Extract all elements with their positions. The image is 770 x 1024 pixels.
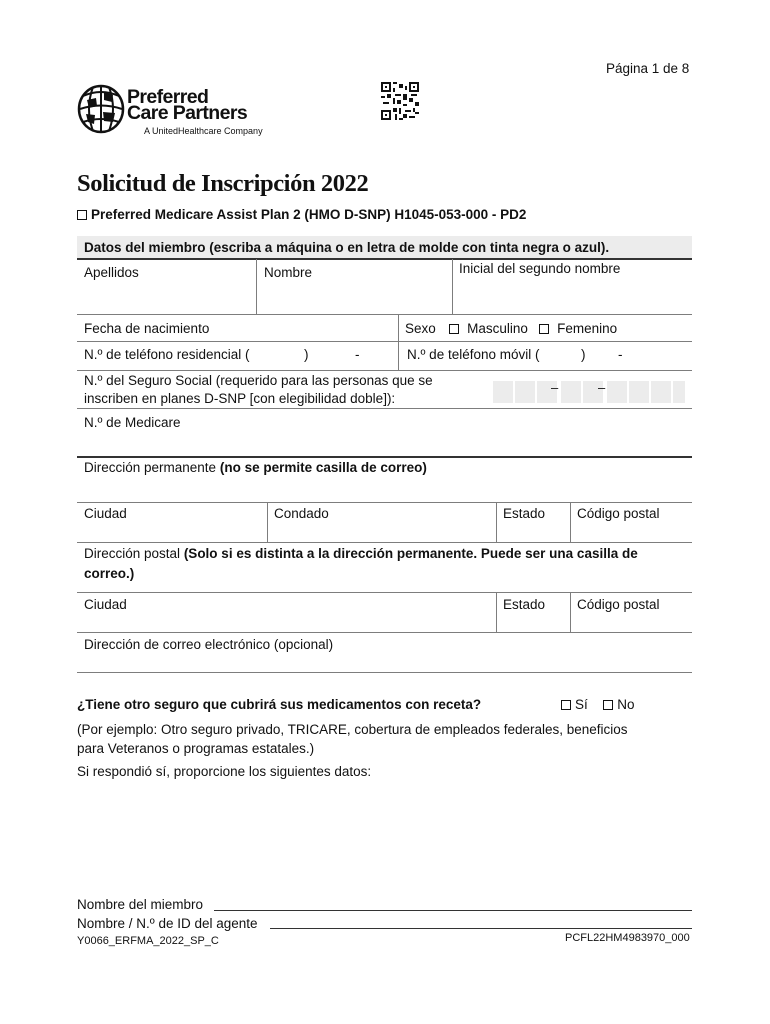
other-insurance-question: ¿Tiene otro seguro que cubrirá sus medicamentos con receta? [77,697,482,712]
email-label: Dirección de correo electrónico (opcional) [84,637,334,652]
page-number: Página 1 de 8 [606,61,690,76]
mobile-phone-paren: ) [581,347,586,362]
divider [77,632,692,633]
divider [77,456,692,458]
other-insurance-example-line1: (Por ejemplo: Otro seguro privado, TRICARE, cobertura de empleados federales, beneficios [77,722,628,737]
ssn-label-line2: inscriben en planes D-SNP [con elegibilidad doble]): [84,391,396,406]
birth-date-label: Fecha de nacimiento [84,321,210,336]
ssn-dash: – [551,380,559,395]
mailing-address-text: Dirección postal [84,546,181,561]
globe-icon [77,82,125,134]
logo-line2: Care Partners [127,102,248,124]
zip-label: Código postal [577,506,660,521]
last-name-field[interactable] [78,282,254,312]
no-checkbox[interactable] [603,700,613,710]
agent-id-line[interactable] [270,928,692,929]
divider [77,258,692,260]
female-checkbox[interactable] [539,324,549,334]
permanent-address-field[interactable] [78,478,690,500]
divider [267,503,268,542]
ssn-digit-box[interactable] [651,381,671,403]
form-code-left: Y0066_ERFMA_2022_SP_C [77,935,219,947]
ssn-digit-box[interactable] [607,381,627,403]
mailing-address-note: (Solo si es distinta a la dirección permanente. Puede ser una casilla de [183,546,638,561]
form-code-right: PCFL22HM4983970_000 [565,932,690,944]
section-header: Datos del miembro (escriba a máquina o en letra de molde con tinta negra o azul). [84,240,610,255]
page-title: Solicitud de Inscripción 2022 [77,170,369,197]
mobile-phone-label: N.º de teléfono móvil ( [407,347,540,362]
divider [570,503,571,542]
sex-label: Sexo [405,321,436,336]
ssn-digit-box[interactable] [673,381,685,403]
divider [256,259,257,314]
mailing-city-label: Ciudad [84,597,127,612]
ssn-digit-box[interactable] [561,381,581,403]
ssn-digit-box[interactable] [493,381,513,403]
state-label: Estado [503,506,546,521]
yes-label: Sí [575,697,588,712]
divider [77,314,692,315]
member-name-line[interactable] [214,910,692,911]
home-phone-paren: ) [304,347,309,362]
medicare-label: N.º de Medicare [84,415,181,430]
plan-option[interactable] [77,207,526,223]
middle-initial-field[interactable] [454,282,690,312]
yes-checkbox[interactable] [561,700,571,710]
permanent-address-label [84,460,427,476]
mobile-phone-dash: - [618,347,623,362]
mailing-address-note-cont: correo.) [84,566,135,581]
first-name-field[interactable] [258,282,450,312]
divider [77,408,692,409]
male-checkbox[interactable] [449,324,459,334]
member-name-label: Nombre del miembro [77,897,204,912]
ssn-dash: – [598,380,606,395]
divider [77,672,692,673]
male-label: Masculino [467,321,528,336]
divider [452,259,453,314]
city-label: Ciudad [84,506,127,521]
home-phone-label: N.º de teléfono residencial ( [84,347,250,362]
medicare-field[interactable] [78,432,690,454]
divider [77,370,692,371]
divider [496,503,497,542]
plan-checkbox[interactable] [77,210,87,220]
middle-initial-label: Inicial del segundo nombre [459,261,621,276]
mailing-address-label [84,546,638,562]
email-field[interactable] [78,654,690,670]
divider [77,542,692,543]
ssn-label-line1: N.º del Seguro Social (requerido para las personas que se [84,373,433,388]
divider [77,502,692,503]
agent-id-label: Nombre / N.º de ID del agente [77,916,258,931]
permanent-address-note: (no se permite casilla de correo) [219,460,427,475]
no-label: No [617,697,635,712]
mailing-zip-label: Código postal [577,597,660,612]
qr-code-icon [381,82,419,120]
last-name-label: Apellidos [84,265,139,280]
divider [570,593,571,633]
first-name-label: Nombre [264,265,313,280]
county-label: Condado [274,506,329,521]
home-phone-dash: - [355,347,360,362]
ssn-digit-box[interactable] [629,381,649,403]
mailing-state-label: Estado [503,597,546,612]
logo-line1: Preferred [127,86,209,108]
ssn-digit-box[interactable] [515,381,535,403]
plan-option-label: Preferred Medicare Assist Plan 2 (HMO D-SNP) H1045-053-000 - PD2 [91,207,527,222]
other-insurance-details-area[interactable] [77,790,692,890]
divider [496,593,497,633]
divider [77,341,692,342]
other-insurance-options [561,697,635,713]
logo-tagline: A UnitedHealthcare Company [144,126,263,136]
sex-field [405,321,617,337]
divider [398,315,399,371]
female-label: Femenino [557,321,618,336]
if-yes-instructions: Si respondió sí, proporcione los siguientes datos: [77,764,372,779]
divider [77,592,692,593]
permanent-address-text: Dirección permanente [84,460,217,475]
other-insurance-example-line2: para Veteranos o programas estatales.) [77,741,315,756]
